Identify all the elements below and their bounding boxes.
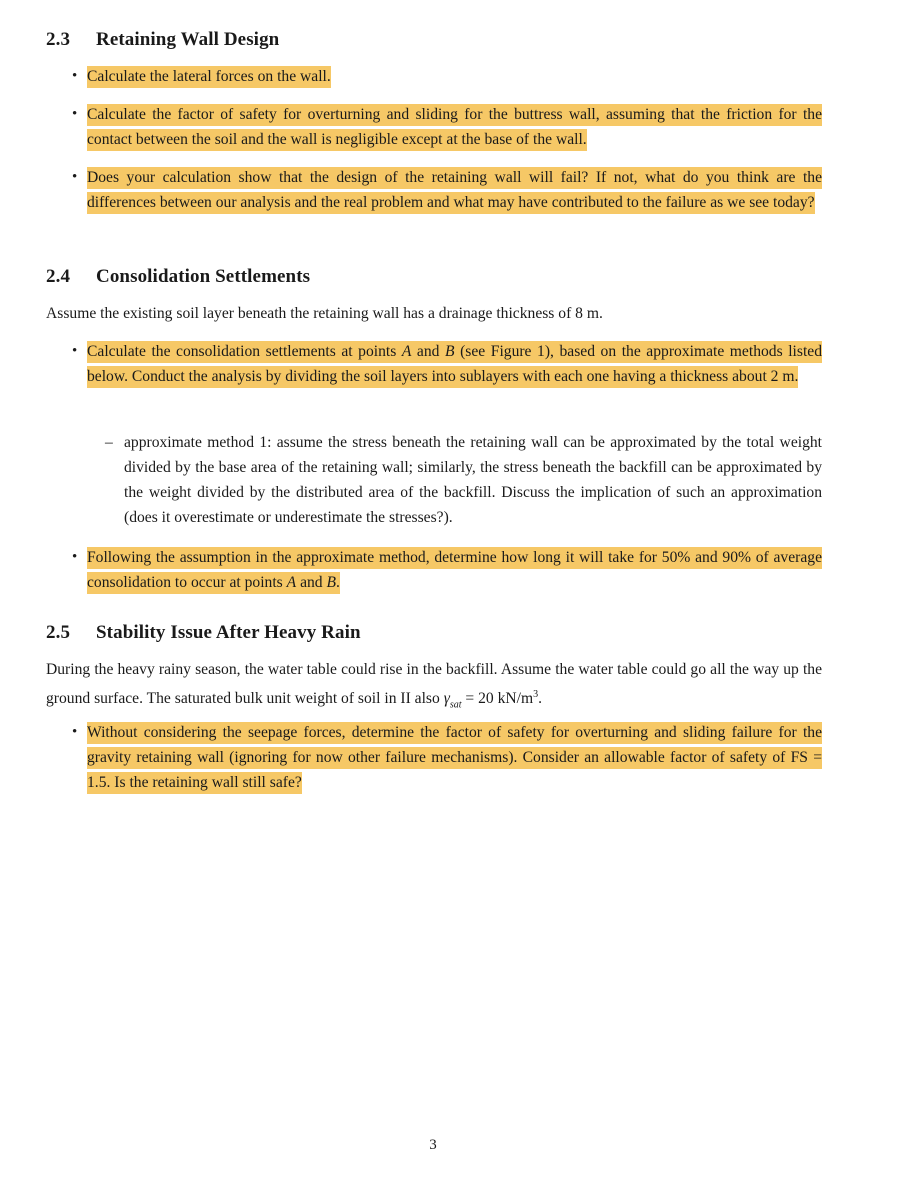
highlighted-text: Calculate the lateral forces on the wall. <box>87 66 331 88</box>
text-run: . <box>538 690 543 708</box>
point-b-label: B <box>326 574 337 591</box>
highlighted-text <box>87 547 822 594</box>
bullet-marker: • <box>72 343 78 359</box>
bullet-item <box>87 339 822 389</box>
bullet-item <box>87 545 822 595</box>
text-run: (see Figure 1), based on the approximate methods listed below. Conduct the analysis by dividing the soil layers into sublayers with each one having a thickness about 2 m. <box>87 343 822 385</box>
bullet-item <box>87 64 822 89</box>
text-run: Calculate the consolidation settlements at points <box>87 343 402 360</box>
highlighted-text: Does your calculation show that the design of the retaining wall will fail? If not, what do you think are the differences between our analysis and the real problem and what may have contributed to the failure as we see today? <box>87 167 822 214</box>
bullet-marker: • <box>72 68 78 84</box>
sub-list-item: approximate method 1: assume the stress beneath the retaining wall can be approximated by the total weight divided by the base area of the retaining wall; similarly, the stress beneath the backfill can be approximated by the weight divided by the distributed area of the backfill. Discuss the implication of such an approximation (does it overestimate or underestimate the stresses?). <box>124 434 822 526</box>
bullet-item <box>87 102 822 152</box>
bullet-marker: • <box>72 106 78 122</box>
text-run: = 20 kN/m <box>461 690 534 708</box>
section-title: Stability Issue After Heavy Rain <box>96 622 361 643</box>
paragraph <box>46 657 822 717</box>
section-number: 2.4 <box>46 266 71 287</box>
text-run: During the heavy rainy season, the water table could rise in the backfill. Assume the water table could go all the way up the ground surface. The saturated bulk unit weight of soil in II also <box>46 661 822 708</box>
bullet-marker: • <box>72 724 78 740</box>
paragraph: Assume the existing soil layer beneath the retaining wall has a drainage thickness of 8 m. <box>46 305 603 322</box>
gamma-symbol: γ <box>443 690 450 708</box>
bullet-item <box>87 165 822 215</box>
text-run: and <box>411 343 446 360</box>
text-run: Following the assumption in the approximate method, determine how long it will take for 50% and 90% of average consolidation to occur at points <box>87 549 822 591</box>
section-heading-2-3 <box>46 29 279 51</box>
point-a-label: A <box>401 343 412 360</box>
point-b-label: B <box>445 343 455 360</box>
highlighted-text: Calculate the factor of safety for overturning and sliding for the buttress wall, assuming that the friction for the contact between the soil and the wall is negligible except at the base of the wall. <box>87 104 822 151</box>
point-a-label: A <box>286 574 297 591</box>
bullet-marker: • <box>72 549 78 565</box>
bullet-marker: • <box>72 169 78 185</box>
bullet-item <box>87 720 822 795</box>
text-run: . <box>336 574 340 591</box>
section-heading-2-5 <box>46 622 361 644</box>
highlighted-text: Without considering the seepage forces, determine the factor of safety for overturning and sliding failure for the gravity retaining wall (ignoring for now other failure mechanisms). Consider an allowable factor of safety of FS = 1.5. Is the retaining wall still safe? <box>87 722 822 794</box>
dash-marker: – <box>105 434 113 451</box>
highlighted-text <box>87 341 822 388</box>
section-heading-2-4 <box>46 266 310 288</box>
unit-superscript: 3 <box>533 689 539 700</box>
page-number: 3 <box>429 1137 437 1153</box>
section-number: 2.5 <box>46 622 71 643</box>
text-run: and <box>296 574 327 591</box>
gamma-subscript: sat <box>449 699 462 711</box>
section-title: Consolidation Settlements <box>96 266 311 287</box>
section-number: 2.3 <box>46 29 71 50</box>
section-title: Retaining Wall Design <box>96 29 280 50</box>
